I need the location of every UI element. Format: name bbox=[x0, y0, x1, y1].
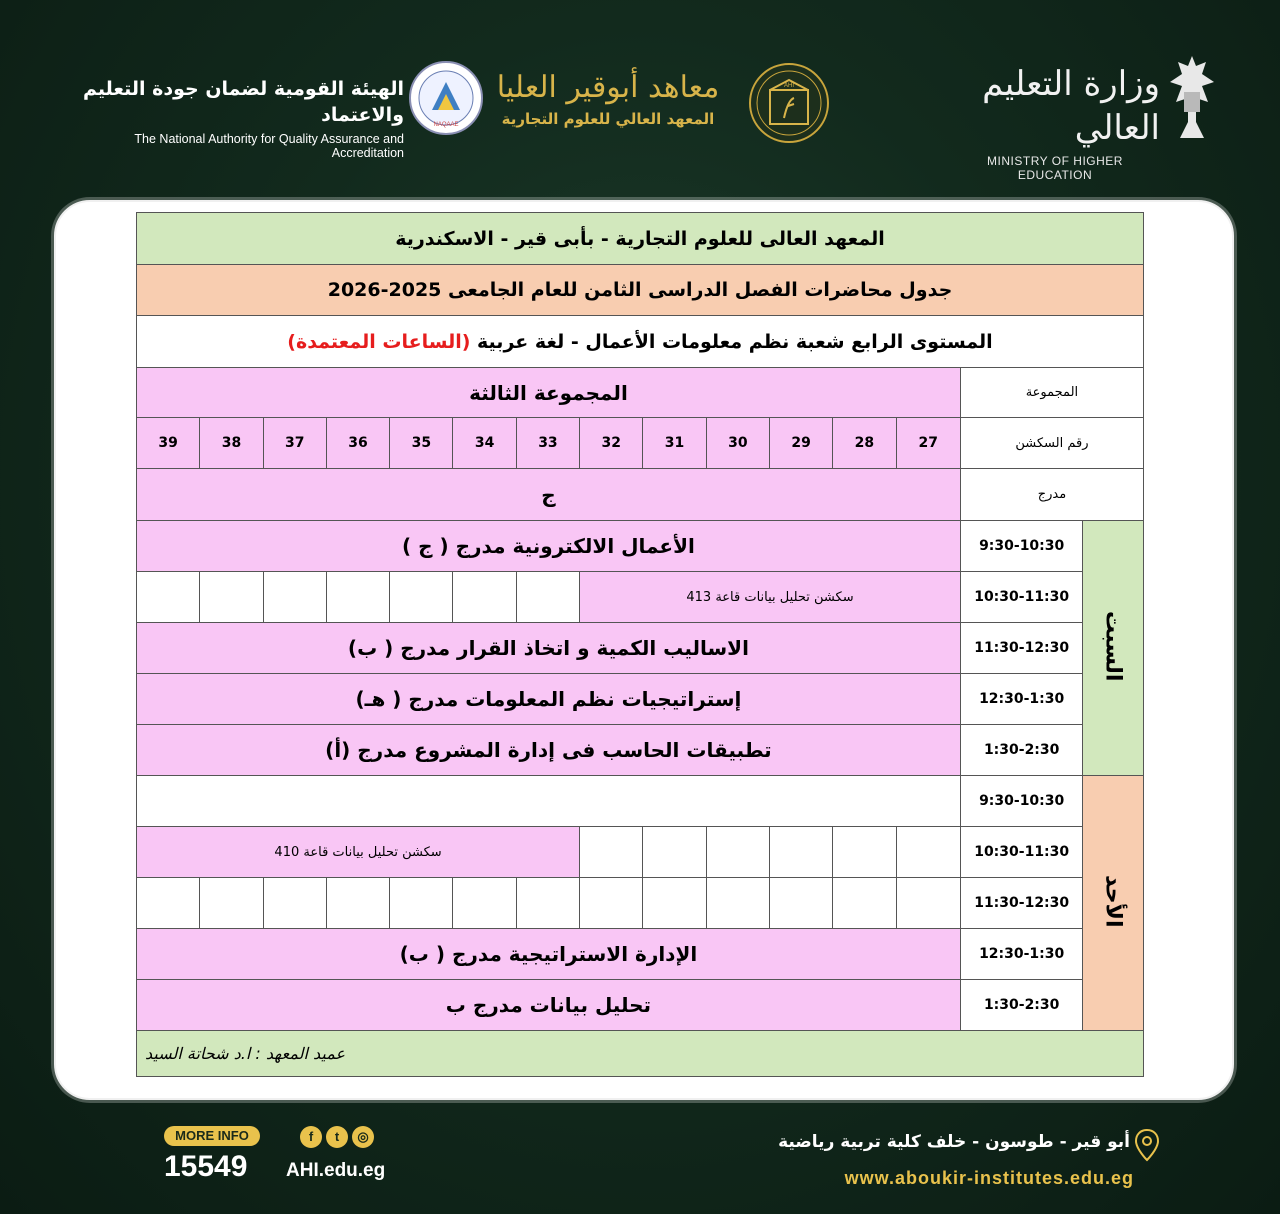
empty-cell bbox=[896, 878, 960, 929]
time-cell: 1:30-2:30 bbox=[960, 725, 1083, 776]
empty-cell bbox=[390, 572, 453, 623]
sat-slot-4: إستراتيجيات نظم المعلومات مدرج ( هـ) bbox=[137, 674, 961, 725]
empty-cell bbox=[580, 827, 643, 878]
website-link[interactable]: www.aboukir-institutes.edu.eg bbox=[844, 1168, 1134, 1188]
level-row bbox=[137, 316, 1144, 368]
more-info-badge: MORE INFO bbox=[164, 1126, 260, 1146]
empty-cell bbox=[643, 878, 706, 929]
naqaae-seal-label: NAQAAE bbox=[433, 122, 459, 128]
page-footer bbox=[0, 1110, 1280, 1214]
empty-cell bbox=[263, 878, 326, 929]
hall-label: مدرج bbox=[960, 469, 1143, 521]
day-label: الأحد bbox=[1100, 874, 1126, 928]
schedule-table bbox=[136, 212, 1144, 1077]
sun-slot-5: تحليل بيانات مدرج ب bbox=[137, 980, 961, 1031]
empty-cell bbox=[516, 878, 579, 929]
naqaae-seal-icon bbox=[408, 60, 484, 136]
group-value: المجموعة الثالثة bbox=[137, 368, 961, 418]
time-cell: 11:30-12:30 bbox=[960, 878, 1083, 929]
section-number: 31 bbox=[643, 418, 706, 469]
empty-cell bbox=[833, 878, 896, 929]
time-cell: 9:30-10:30 bbox=[960, 521, 1083, 572]
institute-title: المعهد العالى للعلوم التجارية - بأبى قير - الاسكندرية bbox=[137, 213, 1144, 265]
institute-name-ar: معاهد أبوقير العليا bbox=[496, 70, 720, 105]
time-cell: 1:30-2:30 bbox=[960, 980, 1083, 1031]
section-number: 36 bbox=[326, 418, 389, 469]
naqaae-logo bbox=[64, 76, 404, 160]
empty-cell bbox=[706, 827, 769, 878]
sat-slot-1: الأعمال الالكترونية مدرج ( ج ) bbox=[137, 521, 961, 572]
sun-slot-4: الإدارة الاستراتيجية مدرج ( ب) bbox=[137, 929, 961, 980]
ministry-logo bbox=[950, 62, 1160, 182]
empty-cell bbox=[137, 572, 200, 623]
section-number: 34 bbox=[453, 418, 516, 469]
section-number: 37 bbox=[263, 418, 326, 469]
empty-cell bbox=[137, 878, 200, 929]
section-number: 28 bbox=[833, 418, 896, 469]
hall-value: ج bbox=[137, 469, 961, 521]
institute-subname-ar: المعهد العالي للعلوم التجارية bbox=[501, 110, 715, 128]
empty-cell bbox=[453, 572, 516, 623]
sun-slot-1-empty bbox=[137, 776, 961, 827]
empty-cell bbox=[769, 827, 832, 878]
signature-text: عميد المعهد : ا.د شحاتة السيد bbox=[145, 1044, 346, 1063]
ministry-name-en: MINISTRY OF HIGHER EDUCATION bbox=[987, 154, 1123, 182]
empty-cell bbox=[263, 572, 326, 623]
empty-cell bbox=[326, 572, 389, 623]
facebook-icon[interactable]: f bbox=[300, 1126, 322, 1148]
time-cell: 10:30-11:30 bbox=[960, 572, 1083, 623]
credit-hours-text: (الساعات المعتمدة) bbox=[287, 330, 471, 353]
section-number: 38 bbox=[200, 418, 263, 469]
egypt-eagle-icon bbox=[1166, 52, 1218, 148]
seal-label: AHI bbox=[783, 83, 795, 89]
level-text: المستوى الرابع شعبة نظم معلومات الأعمال - لغة عربية bbox=[477, 330, 993, 353]
empty-cell bbox=[896, 827, 960, 878]
group-label: المجموعة bbox=[960, 368, 1143, 418]
social-icons bbox=[300, 1126, 384, 1152]
empty-cell bbox=[200, 878, 263, 929]
hotline-number: 15549 bbox=[164, 1150, 248, 1183]
naqaae-name-en: The National Authority for Quality Assurance and Accreditation bbox=[134, 132, 404, 160]
sat-slot-3: الاساليب الكمية و اتخاذ القرار مدرج ( ب) bbox=[137, 623, 961, 674]
day-sunday bbox=[1083, 776, 1144, 1031]
section-number: 33 bbox=[516, 418, 579, 469]
section-number: 35 bbox=[390, 418, 453, 469]
empty-cell bbox=[200, 572, 263, 623]
time-cell: 10:30-11:30 bbox=[960, 827, 1083, 878]
empty-cell bbox=[326, 878, 389, 929]
institute-logo bbox=[478, 70, 738, 128]
empty-cell bbox=[769, 878, 832, 929]
address-text: أبو قير - طوسون - خلف كلية تربية رياضية bbox=[778, 1132, 1130, 1152]
sat-slot-5: تطبيقات الحاسب فى إدارة المشروع مدرج (أ) bbox=[137, 725, 961, 776]
instagram-icon[interactable]: ◎ bbox=[352, 1126, 374, 1148]
empty-cell bbox=[390, 878, 453, 929]
time-cell: 12:30-1:30 bbox=[960, 674, 1083, 725]
section-number: 32 bbox=[580, 418, 643, 469]
section-label: رقم السكشن bbox=[960, 418, 1143, 469]
ahi-seal-icon bbox=[748, 62, 830, 144]
section-number: 39 bbox=[137, 418, 200, 469]
dean-signature bbox=[137, 1031, 1144, 1077]
naqaae-name-ar: الهيئة القومية لضمان جودة التعليم والاعتماد bbox=[82, 78, 404, 126]
empty-cell bbox=[516, 572, 579, 623]
ministry-name-ar: وزارة التعليم العالي bbox=[982, 64, 1160, 148]
section-number: 27 bbox=[896, 418, 960, 469]
location-pin-icon bbox=[1134, 1128, 1160, 1162]
day-saturday bbox=[1083, 521, 1144, 776]
page-header bbox=[0, 40, 1280, 182]
sun-section-slot: سكشن تحليل بيانات قاعة 410 bbox=[137, 827, 580, 878]
sat-section-slot: سكشن تحليل بيانات قاعة 413 bbox=[580, 572, 961, 623]
section-number: 29 bbox=[769, 418, 832, 469]
day-label: السبت bbox=[1100, 610, 1126, 682]
empty-cell bbox=[580, 878, 643, 929]
empty-cell bbox=[706, 878, 769, 929]
time-cell: 12:30-1:30 bbox=[960, 929, 1083, 980]
ahi-website-link[interactable]: AHI.edu.eg bbox=[286, 1160, 386, 1181]
empty-cell bbox=[833, 827, 896, 878]
schedule-title: جدول محاضرات الفصل الدراسى الثامن للعام الجامعى 2025-2026 bbox=[137, 265, 1144, 316]
section-number: 30 bbox=[706, 418, 769, 469]
time-cell: 11:30-12:30 bbox=[960, 623, 1083, 674]
time-cell: 9:30-10:30 bbox=[960, 776, 1083, 827]
twitter-icon[interactable]: t bbox=[326, 1126, 348, 1148]
empty-cell bbox=[453, 878, 516, 929]
empty-cell bbox=[643, 827, 706, 878]
